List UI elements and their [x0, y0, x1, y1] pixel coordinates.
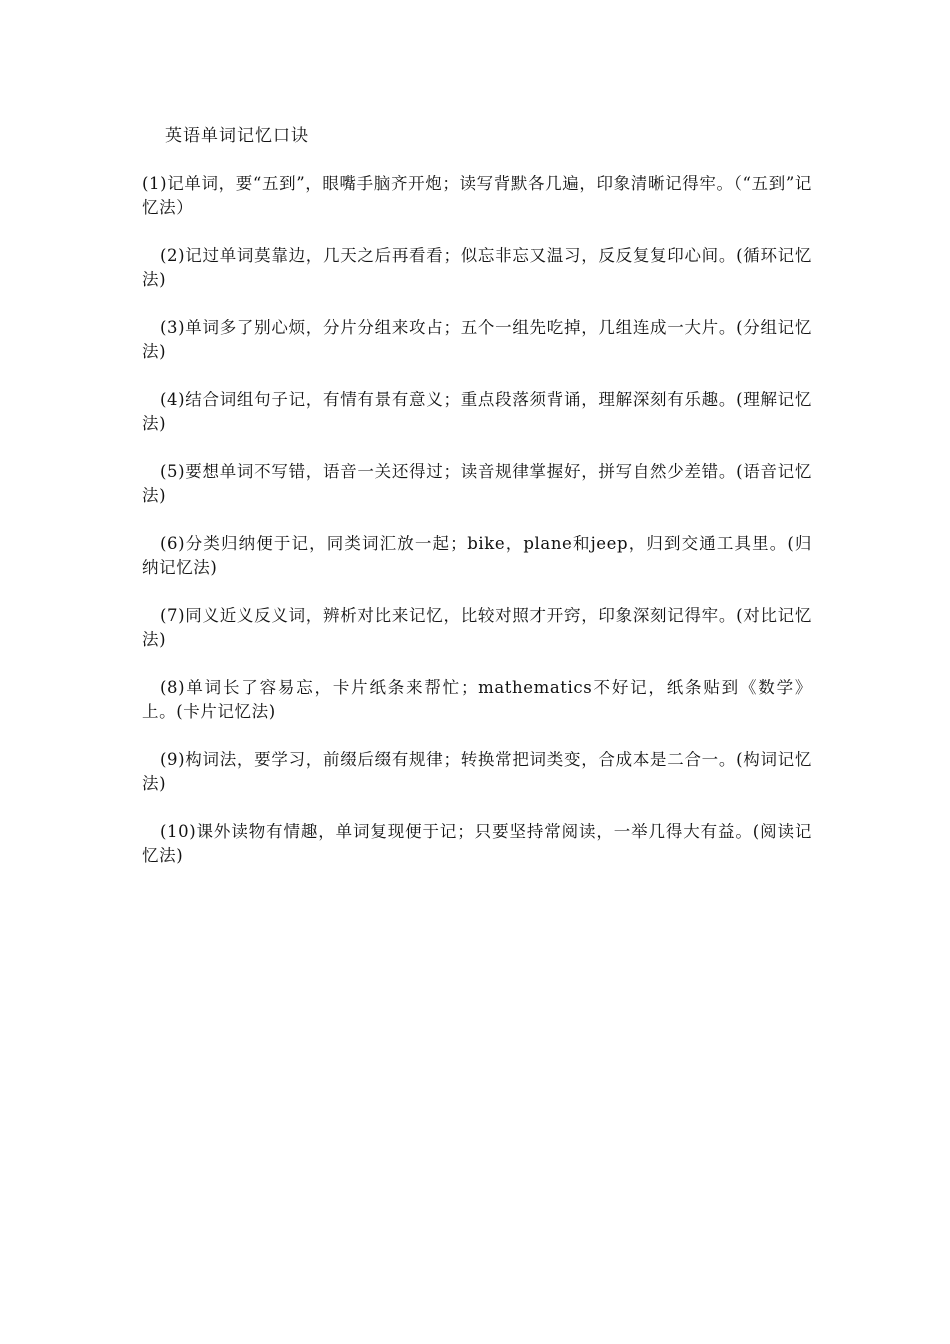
- paragraph-3: (3)单词多了别心烦，分片分组来攻占；五个一组先吃掉，几组连成一大片。(分组记忆法): [142, 318, 812, 361]
- paragraph-7: (7)同义近义反义词，辨析对比来记忆，比较对照才开窍，印象深刻记得牢。(对比记忆法): [142, 606, 812, 649]
- paragraph-1: (1)记单词，要“五到”，眼嘴手脑齐开炮；读写背默各几遍，印象清晰记得牢。（“五到”记忆法）: [142, 174, 812, 217]
- paragraph-10: (10)课外读物有情趣，单词复现便于记；只要坚持常阅读，一举几得大有益。(阅读记忆法): [142, 822, 812, 865]
- document-title: 英语单词记忆口诀: [165, 126, 309, 146]
- paragraph-6: (6)分类归纳便于记，同类词汇放一起；bike，plane和jeep，归到交通工具里。(归纳记忆法): [142, 534, 812, 577]
- paragraph-4: (4)结合词组句子记，有情有景有意义；重点段落须背诵，理解深刻有乐趣。(理解记忆法): [142, 390, 812, 433]
- paragraph-5: (5)要想单词不写错，语音一关还得过；读音规律掌握好，拼写自然少差错。(语音记忆法): [142, 462, 812, 505]
- paragraph-8: (8)单词长了容易忘，卡片纸条来帮忙；mathematics不好记，纸条贴到《数学》上。(卡片记忆法): [142, 678, 812, 721]
- paragraph-2: (2)记过单词莫靠边，几天之后再看看；似忘非忘又温习，反反复复印心间。(循环记忆法): [142, 246, 812, 289]
- paragraph-9: (9)构词法，要学习，前缀后缀有规律；转换常把词类变，合成本是二合一。(构词记忆法): [142, 750, 812, 793]
